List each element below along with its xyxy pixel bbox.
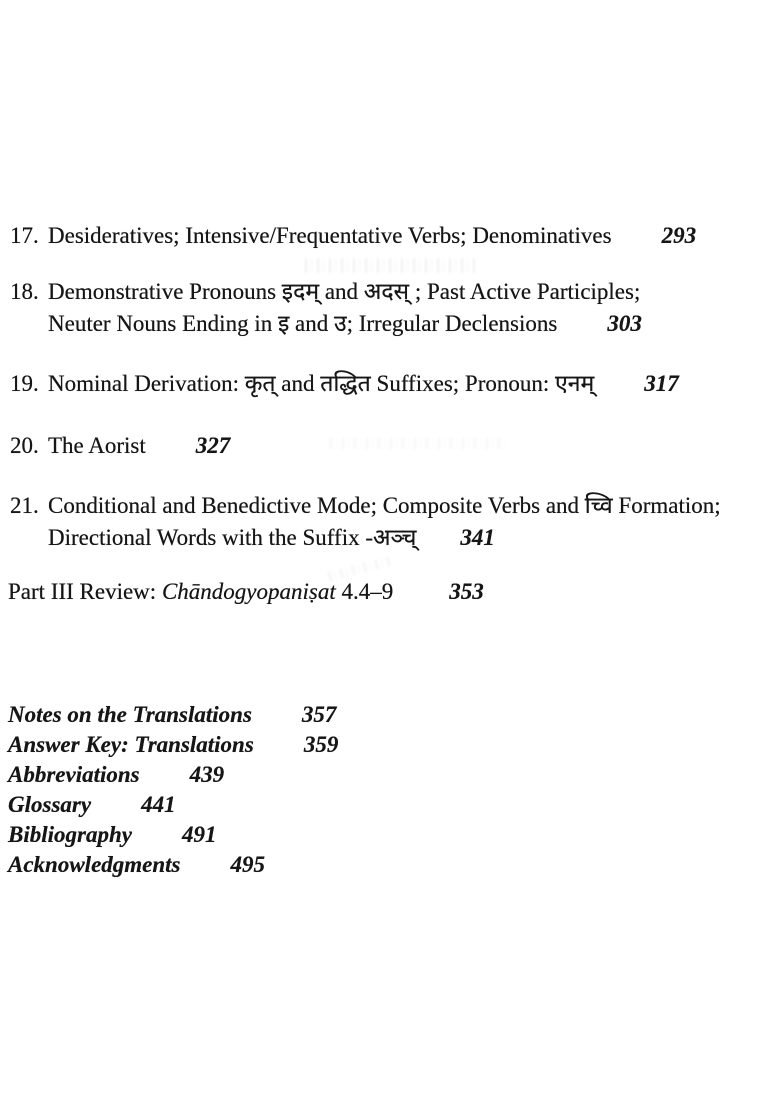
- page-number: 491: [181, 822, 217, 847]
- entry-number: 18.: [10, 279, 39, 304]
- back-matter-row: [8, 730, 338, 760]
- page-number: 293: [661, 223, 697, 248]
- part-review-suffix: 4.4–9: [335, 579, 394, 604]
- back-matter-list: [8, 700, 338, 880]
- page-number: 327: [195, 433, 231, 458]
- entry-number: 17.: [10, 223, 39, 248]
- entry-text: Desideratives; Intensive/Frequentative Verbs; Denominatives: [48, 223, 612, 248]
- back-matter-label: Notes on the Translations: [8, 702, 252, 727]
- page-number: 359: [303, 732, 339, 757]
- entry-number: 19.: [10, 371, 39, 396]
- scan-smudge: [330, 438, 510, 449]
- back-matter-label: Answer Key: Translations: [8, 732, 254, 757]
- page-number: 341: [460, 525, 495, 550]
- entry-text-line1: Demonstrative Pronouns इदम् and अदस् ; Past Active Participles;: [48, 279, 641, 304]
- page-number: 317: [644, 371, 679, 396]
- toc-entry-17: [10, 220, 696, 252]
- back-matter-label: Glossary: [8, 792, 92, 817]
- back-matter-row: [8, 790, 338, 820]
- toc-entry-21: [10, 490, 721, 554]
- page-number: 357: [301, 702, 337, 727]
- page-number: 303: [607, 311, 642, 336]
- entry-text-line2: Directional Words with the Suffix -अञ्च्: [48, 525, 417, 550]
- entry-body: [48, 276, 642, 340]
- entry-text: Nominal Derivation: कृत् and तद्धित Suffixes; Pronoun: एनम्: [48, 371, 595, 396]
- part-review-prefix: Part III Review:: [8, 579, 162, 604]
- page-number: 495: [230, 852, 266, 877]
- page-number: 353: [449, 579, 484, 604]
- back-matter-row: [8, 760, 338, 790]
- entry-text-line1: Conditional and Benedictive Mode; Composite Verbs and च्वि Formation;: [48, 493, 721, 518]
- part-review-title: Chāndogyopaniṣat: [161, 579, 336, 604]
- toc-entry-18: [10, 276, 642, 340]
- scan-smudge: [305, 258, 475, 273]
- entry-text: The Aorist: [48, 433, 146, 458]
- entry-body: [48, 220, 696, 252]
- page-number: 441: [141, 792, 176, 817]
- back-matter-row: [8, 700, 338, 730]
- part-3-review-entry: [8, 577, 484, 607]
- toc-entry-20: [10, 430, 230, 462]
- back-matter-row: [8, 820, 338, 850]
- back-matter-label: Abbreviations: [8, 762, 140, 787]
- back-matter-label: Acknowledgments: [8, 852, 181, 877]
- entry-text-line2: Neuter Nouns Ending in इ and उ; Irregular Declensions: [48, 311, 558, 336]
- entry-body: [48, 368, 679, 400]
- back-matter-row: [8, 850, 338, 880]
- entry-body: [48, 490, 721, 554]
- entry-number: 20.: [10, 433, 39, 458]
- back-matter-label: Bibliography: [8, 822, 132, 847]
- toc-entry-19: [10, 368, 679, 400]
- entry-number: 21.: [10, 493, 39, 518]
- page-number: 439: [189, 762, 225, 787]
- entry-body: [48, 430, 230, 462]
